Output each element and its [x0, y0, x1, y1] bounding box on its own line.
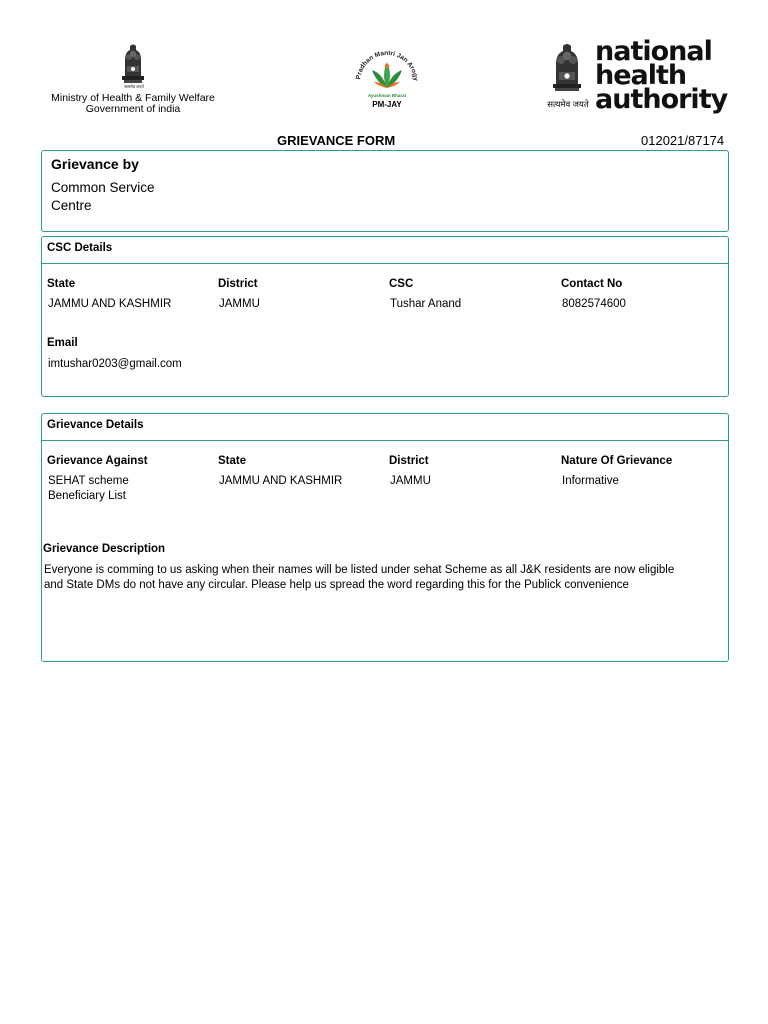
- grievance-against-value: [48, 474, 129, 504]
- pmjay-arc-text: Pradhan Mantri Jan Arogy: [355, 49, 420, 82]
- grievance-by-value: [51, 179, 155, 215]
- grievance-description-label: Grievance Description: [43, 543, 166, 555]
- nha-motto: सत्यमेव जयते: [547, 99, 589, 109]
- grievance-state-value: JAMMU AND KASHMIR: [219, 475, 343, 487]
- csc-state-label: State: [47, 278, 76, 290]
- grievance-nature-value: Informative: [562, 475, 619, 487]
- csc-details-heading: CSC Details: [47, 242, 113, 254]
- grievance-district-value: JAMMU: [390, 475, 431, 487]
- pmjay-sub: Ayushman Bharat: [367, 93, 407, 98]
- form-title: GRIEVANCE FORM: [277, 133, 396, 148]
- grievance-nature-label: Nature Of Grievance: [561, 455, 673, 467]
- nha-line-3: authority: [595, 84, 728, 115]
- nha-name: [595, 36, 728, 115]
- csc-district-value: JAMMU: [219, 298, 260, 310]
- grievance-details-heading: Grievance Details: [47, 419, 144, 431]
- grievance-description-value: [44, 563, 724, 593]
- csc-details-box: [41, 236, 729, 397]
- csc-name-label: CSC: [389, 278, 414, 290]
- pmjay-label: PM-JAY: [372, 100, 402, 109]
- nha-logo: [545, 36, 730, 120]
- emblem-motto: सत्यमेव जयते: [124, 84, 144, 89]
- csc-details-header: [42, 237, 728, 264]
- grievance-by-value-line-2: Centre: [51, 198, 92, 213]
- grievance-description-line-2: and State DMs do not have any circular. Please help us spread the word regarding this for the Publick convenience: [44, 579, 629, 591]
- pmjay-logo: [350, 42, 424, 116]
- nha-line-2: health: [595, 60, 687, 91]
- csc-state-value: JAMMU AND KASHMIR: [48, 298, 172, 310]
- ministry-line-2: Government of india: [85, 103, 181, 115]
- grievance-description-line-1: Everyone is comming to us asking when their names will be listed under sehat Scheme as all J&K residents are now eligible: [44, 564, 675, 576]
- csc-email-value: imtushar0203@gmail.com: [48, 358, 182, 370]
- csc-contact-label: Contact No: [561, 278, 623, 290]
- grievance-district-label: District: [389, 455, 429, 467]
- grievance-against-line-2: Beneficiary List: [48, 490, 126, 502]
- csc-district-label: District: [218, 278, 258, 290]
- grievance-by-heading: Grievance by: [51, 156, 139, 172]
- grievance-state-label: State: [218, 455, 247, 467]
- state-emblem-icon: [118, 42, 148, 90]
- nha-line-1: national: [595, 36, 712, 67]
- ministry-block: [40, 40, 226, 120]
- nha-emblem-icon: [547, 42, 587, 96]
- csc-contact-value: 8082574600: [562, 298, 626, 310]
- form-number: 012021/87174: [641, 133, 725, 148]
- ministry-name: [40, 93, 226, 115]
- grievance-details-header: [42, 414, 728, 441]
- grievance-details-box: [41, 413, 729, 662]
- csc-name-value: Tushar Anand: [390, 298, 462, 310]
- grievance-by-value-line-1: Common Service: [51, 180, 155, 195]
- csc-email-label: Email: [47, 337, 78, 349]
- grievance-against-line-1: SEHAT scheme: [48, 475, 129, 487]
- header: [0, 0, 768, 130]
- grievance-against-label: Grievance Against: [47, 455, 148, 467]
- grievance-by-box: [41, 150, 729, 232]
- ministry-line-1: Ministry of Health & Family Welfare: [51, 92, 215, 104]
